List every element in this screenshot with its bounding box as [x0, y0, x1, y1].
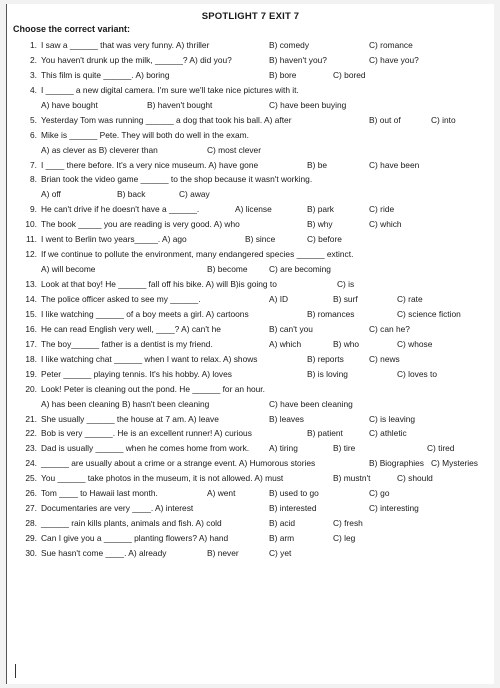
answer-option: A) went — [207, 488, 236, 499]
question-text: I ______ a new digital camera. I'm sure we'll take nice pictures with it. — [41, 84, 299, 95]
question-number: 14. — [25, 293, 37, 304]
answer-option: C) leg — [333, 533, 356, 544]
question-text: ______ are usually about a crime or a strange event. A) Humorous stories — [41, 458, 316, 469]
answer-option: C) news — [369, 353, 400, 364]
question-number: 28. — [25, 518, 37, 529]
answer-option: B) can't you — [269, 323, 313, 334]
question-text: I saw a ______ that was very funny. A) thriller — [41, 40, 210, 50]
answer-option: B) acid — [269, 518, 296, 529]
question-text: I went to Berlin two years_____. A) ago — [41, 234, 187, 245]
answer-option: C) go — [369, 488, 390, 499]
question-number: 30. — [25, 547, 37, 558]
answer-option: C) tired — [427, 443, 455, 454]
answer-option: C) have been buying — [269, 99, 347, 110]
question-number: 17. — [25, 338, 37, 349]
question-text: Bob is very ______. He is an excellent runner! A) curious — [41, 428, 252, 439]
answer-option: C) fresh — [333, 518, 363, 529]
answer-option: B) romances — [307, 308, 355, 319]
question-text: Peter ______ playing tennis. It's his hobby. A) loves — [41, 368, 232, 379]
question-number: 4. — [30, 84, 37, 95]
answer-option: C) most clever — [207, 144, 261, 155]
answer-option: A) license — [235, 204, 272, 215]
question-number: 20. — [25, 383, 37, 394]
question-text: Mike is ______ Pete. They will both do well in the exam. — [41, 129, 249, 140]
answer-option: B) out of — [369, 114, 401, 125]
question-number: 25. — [25, 473, 37, 484]
answer-option: B) haven't you? — [269, 54, 327, 65]
answer-option: B) comedy — [269, 40, 310, 50]
question-text: ______ rain kills plants, animals and fish. A) cold — [41, 518, 222, 529]
answer-option: B) why — [307, 219, 333, 230]
answer-option: B) is loving — [307, 368, 348, 379]
question-number: 7. — [30, 159, 37, 170]
question-text: A) off — [41, 189, 61, 200]
question-text: Tom ____ to Hawaii last month. — [41, 488, 158, 499]
instruction: Choose the correct variant: — [13, 24, 131, 34]
question-number: 19. — [25, 368, 37, 379]
question-text: She usually ______ the house at 7 am. A) leave — [41, 413, 219, 424]
question-text: Documentaries are very ____. A) interest — [41, 503, 194, 514]
worksheet — [6, 4, 494, 684]
answer-option: B) since — [245, 234, 276, 245]
answer-option: C) science fiction — [397, 308, 461, 319]
answer-option: C) which — [369, 219, 402, 230]
question-number: 15. — [25, 308, 37, 319]
answer-option: B) interested — [269, 503, 317, 514]
question-number: 5. — [30, 114, 37, 125]
question-text: Can I give you a ______ planting flowers? A) hand — [41, 533, 229, 544]
question-number: 10. — [25, 219, 37, 230]
question-text: A) will become — [41, 264, 96, 275]
question-text: A) have bought — [41, 99, 98, 110]
question-text: A) as clever as B) cleverer than — [41, 144, 158, 155]
answer-option: C) into — [431, 114, 456, 125]
answer-option: C) can he? — [369, 323, 410, 334]
question-number: 26. — [25, 488, 37, 499]
question-number: 3. — [30, 69, 37, 80]
question-number: 6. — [30, 129, 37, 140]
page-title: SPOTLIGHT 7 EXIT 7 — [201, 11, 300, 22]
question-text: I like watching ______ of a boy meets a girl. A) cartoons — [41, 308, 249, 319]
question-number: 27. — [25, 503, 37, 514]
question-number: 23. — [25, 443, 37, 454]
question-text: He can't drive if he doesn't have a ______. — [41, 204, 200, 215]
question-text: Brian took the video game ______ to the shop because it wasn't working. — [41, 174, 313, 185]
answer-option: B) leaves — [269, 413, 304, 424]
question-number: 18. — [25, 353, 37, 364]
answer-option: C) are becoming — [269, 264, 331, 275]
answer-option: B) park — [307, 204, 334, 215]
question-number: 22. — [25, 428, 37, 439]
question-number: 16. — [25, 323, 37, 334]
question-text: I ____ there before. It's a very nice museum. A) have gone — [41, 159, 259, 170]
answer-option: B) bore — [269, 69, 297, 80]
margin-mark — [15, 664, 16, 678]
answer-option: C) before — [307, 234, 342, 245]
question-text: Dad is usually ______ when he comes home from work. — [41, 443, 250, 454]
answer-option: B) arm — [269, 533, 295, 544]
answer-option: B) used to go — [269, 488, 319, 499]
question-number: 13. — [25, 279, 37, 290]
question-number: 9. — [30, 204, 37, 215]
answer-option: B) reports — [307, 353, 344, 364]
answer-option: C) should — [397, 473, 433, 484]
answer-option: B) be — [307, 159, 328, 170]
question-number: 8. — [30, 174, 37, 185]
question-text: If we continue to pollute the environment, many endangered species ______ extinct. — [41, 249, 354, 260]
question-text: You ______ take photos in the museum, it is not allowed. A) must — [41, 473, 284, 484]
question-number: 2. — [30, 54, 37, 65]
answer-option: C) whose — [397, 338, 433, 349]
answer-option: B) become — [207, 264, 248, 275]
question-text: A) has been cleaning B) hasn't been cleaning — [41, 398, 210, 409]
answer-option: B) surf — [333, 293, 358, 304]
answer-option: B) who — [333, 338, 360, 349]
answer-option: C) is — [337, 279, 355, 290]
answer-option: A) tiring — [269, 443, 298, 454]
answer-option: C) have you? — [369, 54, 419, 65]
answer-option: C) have been — [369, 159, 420, 170]
answer-option: B) mustn't — [333, 473, 371, 484]
answer-option: B) patient — [307, 428, 343, 439]
answer-option: C) away — [179, 189, 210, 200]
question-number: 1. — [30, 40, 37, 50]
answer-option: C) bored — [333, 69, 366, 80]
question-text: Yesterday Tom was running ______ a dog that took his ball. A) after — [41, 114, 292, 125]
question-text: You haven't drunk up the milk, ______? A) did you? — [41, 54, 232, 65]
answer-option: C) Mysteries — [431, 458, 478, 469]
question-text: Look! Peter is cleaning out the pond. He ______ for an hour. — [41, 383, 265, 394]
answer-option: A) which — [269, 338, 302, 349]
answer-option: B) haven't bought — [147, 99, 213, 110]
question-text: He can read English very well, ____? A) can't he — [41, 323, 221, 334]
question-number: 12. — [25, 249, 37, 260]
question-text: The boy______ father is a dentist is my friend. — [41, 338, 213, 349]
question-text: Look at that boy! He ______ fall off his bike. A) will B)is going to — [41, 279, 277, 290]
answer-option: C) rate — [397, 293, 423, 304]
question-number: 24. — [25, 458, 37, 469]
answer-option: C) yet — [269, 547, 292, 558]
question-number: 29. — [25, 533, 37, 544]
question-number: 11. — [25, 234, 37, 245]
answer-option: A) ID — [269, 293, 289, 304]
answer-option: B) Biographies — [369, 458, 424, 469]
question-text: The book _____ you are reading is very good. A) who — [41, 219, 240, 230]
answer-option: B) back — [117, 189, 146, 200]
question-text: The police officer asked to see my ______. — [41, 293, 201, 304]
answer-option: C) ride — [369, 204, 395, 215]
question-text: This film is quite ______. A) boring — [41, 69, 170, 80]
answer-option: B) tire — [333, 443, 356, 454]
answer-option: C) romance — [369, 40, 413, 50]
answer-option: C) is leaving — [369, 413, 416, 424]
answer-option: C) athletic — [369, 428, 407, 439]
question-text: Sue hasn't come ____. A) already — [41, 547, 167, 558]
answer-option: B) never — [207, 547, 239, 558]
answer-option: C) loves to — [397, 368, 438, 379]
answer-option: C) have been cleaning — [269, 398, 353, 409]
question-number: 21. — [25, 413, 37, 424]
answer-option: C) interesting — [369, 503, 419, 514]
question-text: I like watching chat ______ when I want to relax. A) shows — [41, 353, 258, 364]
